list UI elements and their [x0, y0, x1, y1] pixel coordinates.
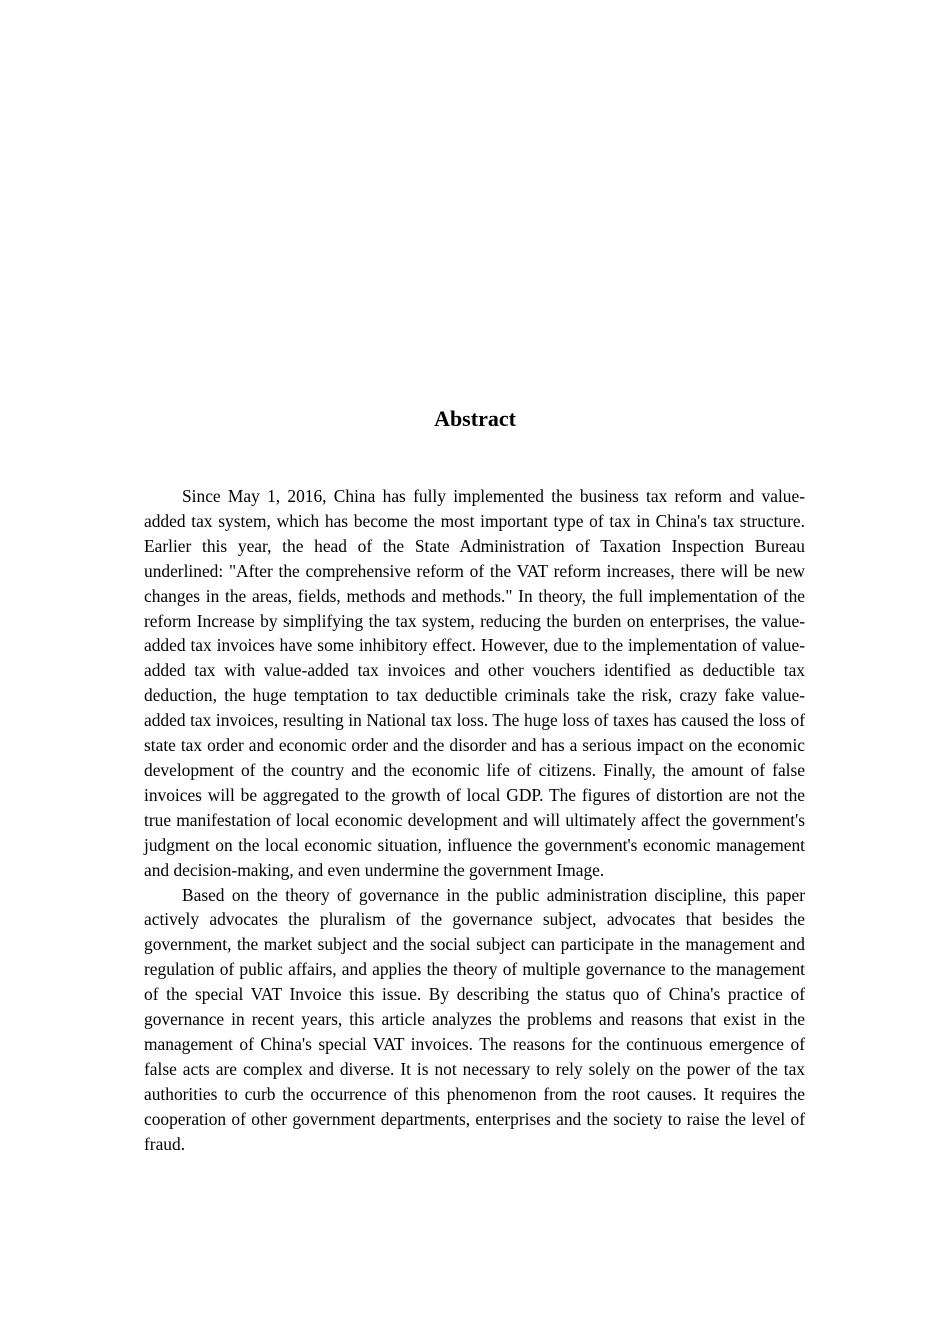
abstract-paragraph-1: Since May 1, 2016, China has fully implemented the business tax reform and value-added tax system, which has become the most important type of tax in China's tax structure. Earlier this year, the head of the State Administration of Taxation Inspection Bureau underlined: "After the comprehensive reform of the VAT reform increases, there will be new changes in the areas, fields, methods and methods." In theory, the full implementation of the reform Increase by simplifying the tax system, reducing the burden on enterprises, the value-added tax invoices have some inhibitory effect. However, due to the implementation of value-added tax with value-added tax invoices and other vouchers identified as deductible tax deduction, the huge temptation to tax deductible criminals take the risk, crazy fake value-added tax invoices, resulting in National tax loss. The huge loss of taxes has caused the loss of state tax order and economic order and the disorder and has a serious impact on the economic development of the country and the economic life of citizens. Finally, the amount of false invoices will be aggregated to the growth of local GDP. The figures of distortion are not the true manifestation of local economic development and will ultimately affect the government's judgment on the local economic situation, influence the government's economic management and decision-making, and even undermine the government Image.: [144, 486, 805, 880]
abstract-paragraph-2: Based on the theory of governance in the public administration discipline, this paper actively advocates the pluralism of the governance subject, advocates that besides the government, the market subject and the social subject can participate in the management and regulation of public affairs, and applies the theory of multiple governance to the management of the special VAT Invoice this issue. By describing the status quo of China's practice of governance in recent years, this article analyzes the problems and reasons that exist in the management of China's special VAT invoices. The reasons for the continuous emergence of false acts are complex and diverse. It is not necessary to rely solely on the power of the tax authorities to curb the occurrence of this phenomenon from the root causes. It requires the cooperation of other government departments, enterprises and the society to raise the level of fraud.: [144, 884, 805, 1154]
abstract-heading: Abstract: [434, 406, 516, 431]
abstract-body: [144, 484, 805, 1156]
